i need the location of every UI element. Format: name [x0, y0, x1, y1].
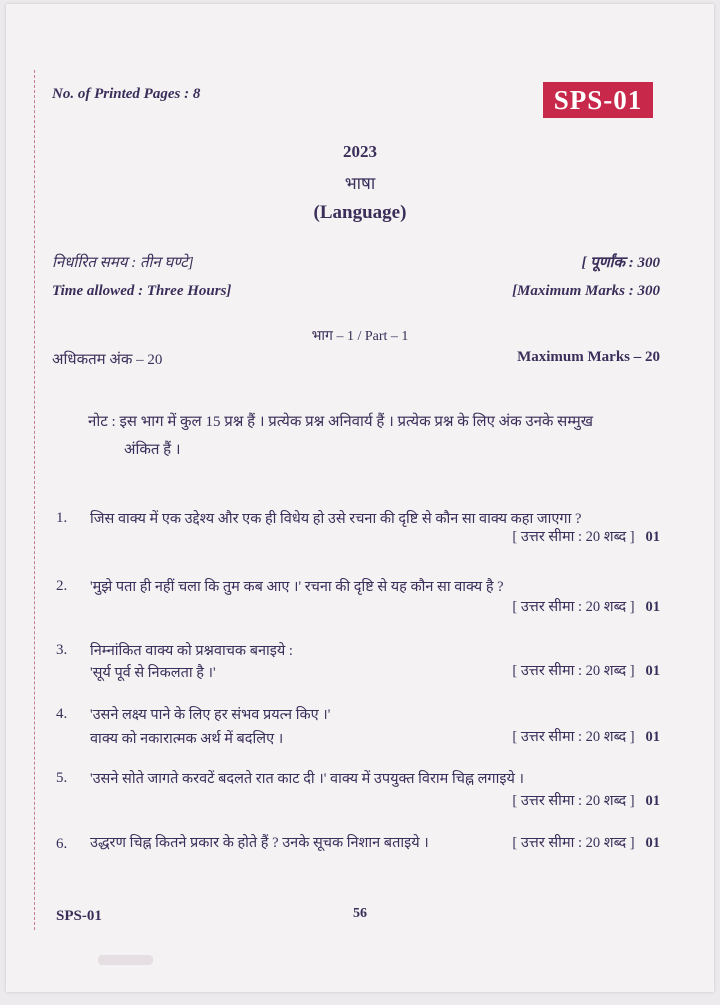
question-text: उद्धरण चिह्न कितने प्रकार के होते हैं ? उनके सूचक निशान बताइये ।: [90, 835, 429, 851]
question-marks: 01: [645, 529, 660, 545]
word-limit: [ उत्तर सीमा : 20 शब्द ]: [512, 729, 635, 745]
printed-pages-count: No. of Printed Pages : 8: [52, 86, 201, 102]
question-number: 4.: [56, 706, 68, 722]
word-limit: [ उत्तर सीमा : 20 शब्द ]: [512, 835, 635, 851]
part-max-marks-hindi: अधिकतम अंक – 20: [52, 352, 163, 368]
part-max-marks-english: Maximum Marks – 20: [517, 349, 660, 365]
question-text: 'सूर्य पूर्व से निकलता है ।': [90, 665, 216, 681]
subject-english: (Language): [313, 202, 407, 223]
question-marks: 01: [645, 663, 660, 679]
question-number: 3.: [56, 642, 68, 658]
question-text: वाक्य को नकारात्मक अर्थ में बदलिए ।: [90, 731, 284, 747]
question-marks: 01: [645, 729, 660, 745]
question-text: निम्नांकित वाक्य को प्रश्नवाचक बनाइये :: [90, 643, 293, 659]
question-text: 'मुझे पता ही नहीं चला कि तुम कब आए ।' रचना की दृष्टि से यह कौन सा वाक्य है ?: [90, 579, 504, 595]
max-marks-hindi: [ पूर्णांक : 300: [581, 255, 660, 271]
question-text: जिस वाक्य में एक उद्देश्य और एक ही विधेय हो उसे रचना की दृष्टि से कौन सा वाक्य कहा जाएगा ?: [90, 511, 582, 527]
time-allowed-hindi: निर्धारित समय : तीन घण्टे]: [52, 255, 194, 271]
question-number: 6.: [56, 836, 68, 852]
subject-hindi: भाषा: [344, 174, 376, 193]
answer-limit: [512, 726, 660, 746]
answer-limit: [512, 790, 660, 810]
note-line: अंकित हैं ।: [124, 442, 181, 458]
answer-limit: [512, 596, 660, 616]
instructions-note: [88, 408, 648, 464]
question-text: 'उसने लक्ष्य पाने के लिए हर संभव प्रयत्न किए ।': [90, 707, 331, 723]
word-limit: [ उत्तर सीमा : 20 शब्द ]: [512, 793, 635, 809]
footer-paper-code: SPS-01: [56, 908, 102, 924]
word-limit: [ उत्तर सीमा : 20 शब्द ]: [512, 663, 635, 679]
scan-smudge: [98, 955, 153, 965]
answer-limit: [512, 832, 660, 852]
margin-line: [34, 70, 35, 930]
question-text: 'उसने सोते जागते करवटें बदलते रात काट दी ।' वाक्य में उपयुक्त विराम चिह्न लगाइये ।: [90, 771, 524, 787]
word-limit: [ उत्तर सीमा : 20 शब्द ]: [512, 599, 635, 615]
answer-limit: [512, 526, 660, 546]
note-line: नोट : इस भाग में कुल 15 प्रश्न हैं । प्रत्येक प्रश्न अनिवार्य हैं । प्रत्येक प्रश्न के लिए अंक उनके सम्मुख: [88, 414, 594, 430]
part-heading: भाग – 1 / Part – 1: [311, 329, 409, 344]
time-allowed-english: Time allowed : Three Hours]: [52, 283, 232, 299]
word-limit: [ उत्तर सीमा : 20 शब्द ]: [512, 529, 635, 545]
page-number: 56: [353, 906, 367, 921]
paper-code-badge: SPS-01: [543, 82, 653, 118]
question-number: 1.: [56, 510, 68, 526]
answer-limit: [512, 660, 660, 680]
question-number: 5.: [56, 770, 68, 786]
question-marks: 01: [645, 793, 660, 809]
max-marks-english: [Maximum Marks : 300: [512, 283, 660, 299]
exam-year: 2023: [343, 142, 377, 161]
question-marks: 01: [645, 835, 660, 851]
question-number: 2.: [56, 578, 68, 594]
question-marks: 01: [645, 599, 660, 615]
